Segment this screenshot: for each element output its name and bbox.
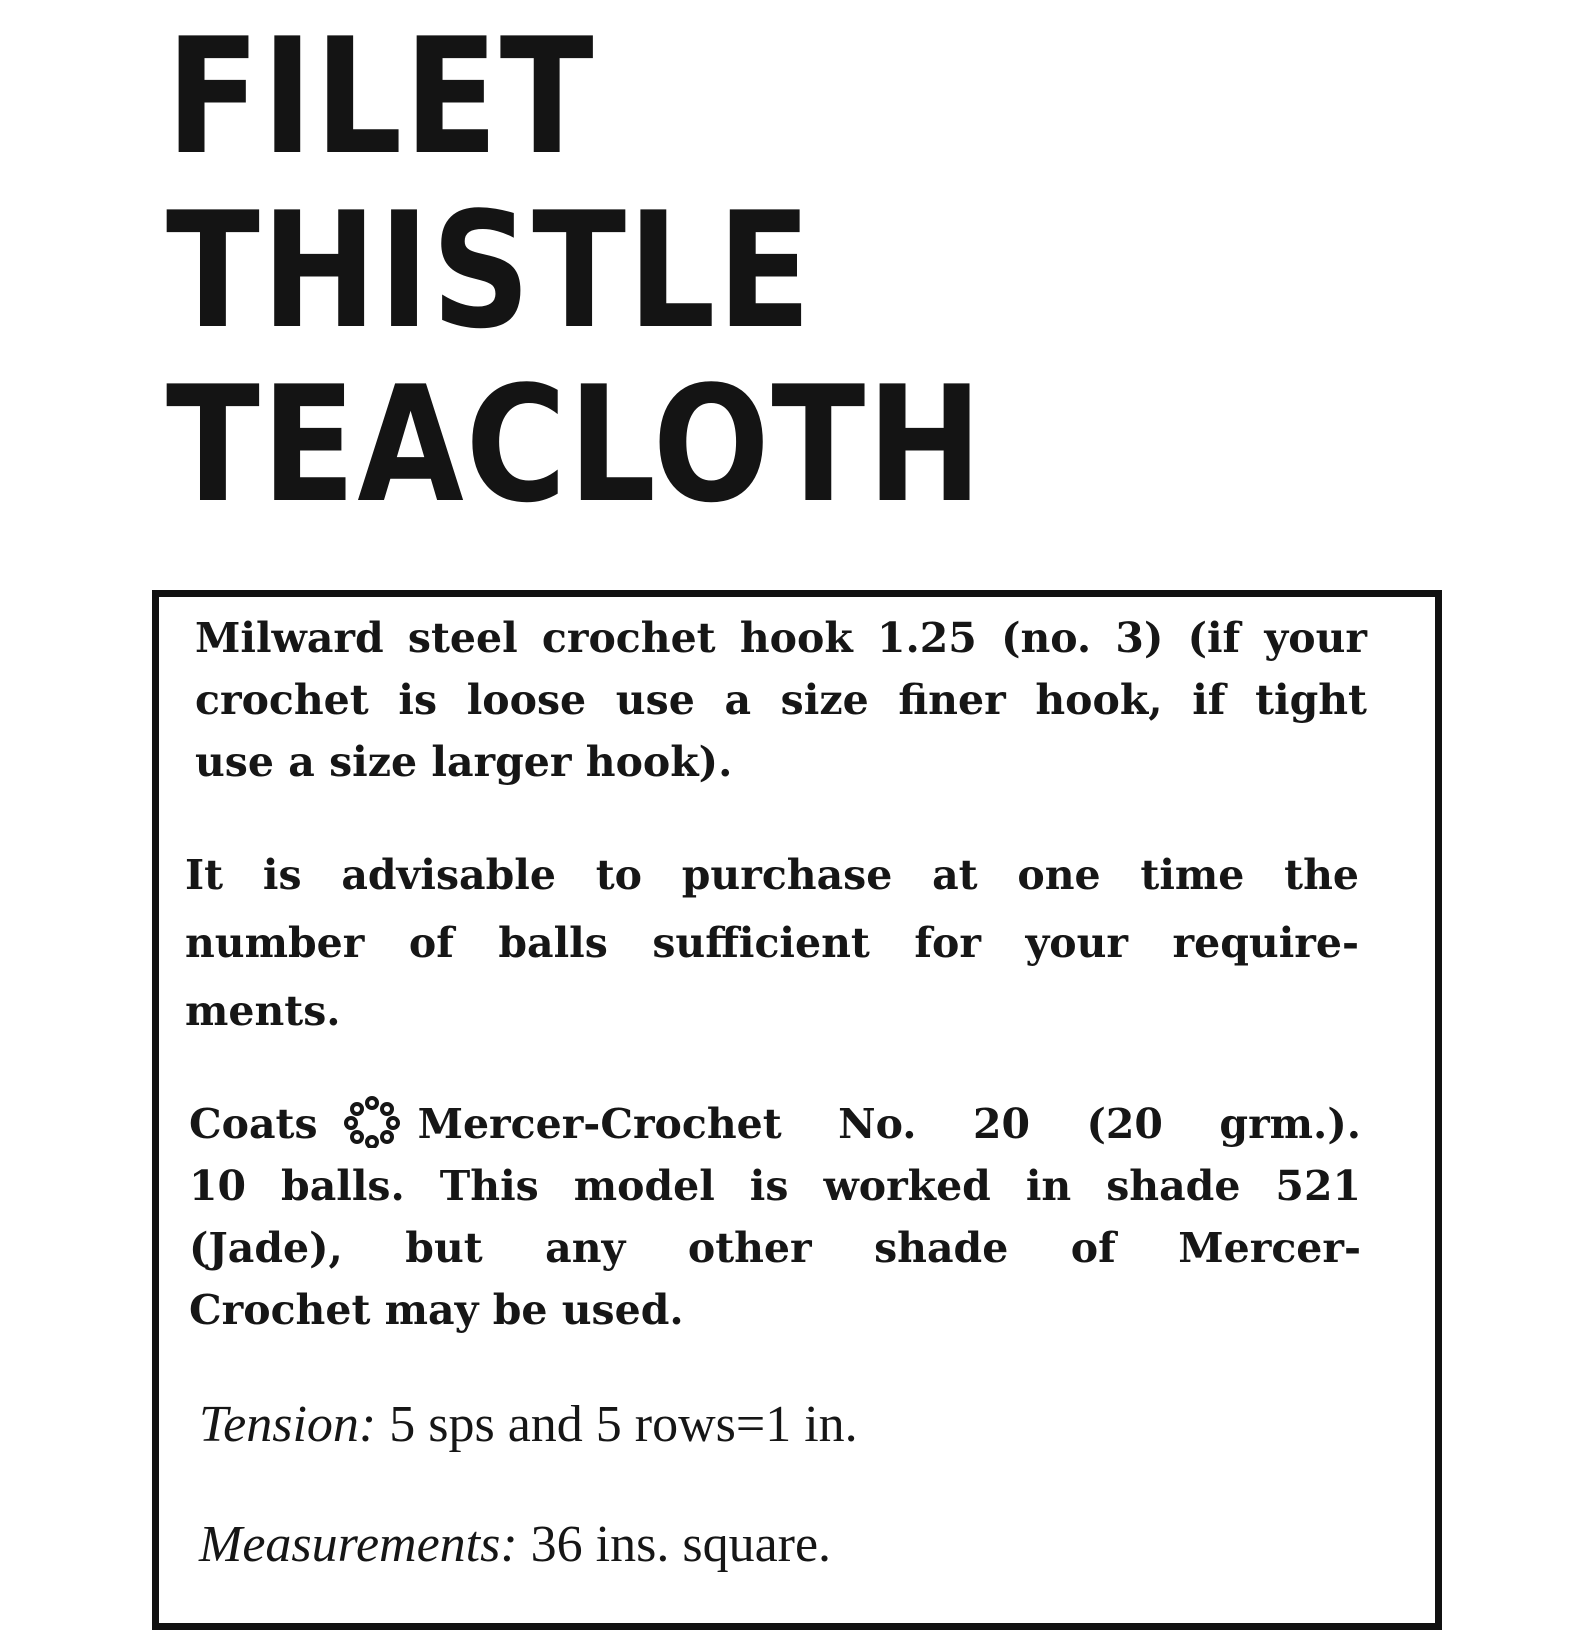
materials-paragraph bbox=[189, 1093, 1361, 1341]
advice-line-3: ments. bbox=[185, 987, 341, 1035]
advice-paragraph bbox=[185, 841, 1359, 1045]
hook-line-2: crochet is loose use a size finer hook, if tight bbox=[195, 676, 1367, 724]
tension-label: Tension: bbox=[199, 1396, 377, 1453]
materials-brand: Coats bbox=[189, 1100, 318, 1148]
materials-line-3: (Jade), but any other shade of Mercer- bbox=[189, 1224, 1361, 1272]
materials-box bbox=[152, 590, 1442, 1630]
title-line-2: THISTLE bbox=[166, 177, 813, 364]
tension-line bbox=[199, 1395, 858, 1454]
hook-line-1: Milward steel crochet hook 1.25 (no. 3) (if your bbox=[195, 614, 1367, 662]
coats-chain-logo-icon bbox=[344, 1096, 400, 1148]
measurements-line bbox=[199, 1515, 831, 1574]
materials-line-2: 10 balls. This model is worked in shade 521 bbox=[189, 1162, 1361, 1210]
measurements-value: 36 ins. square. bbox=[530, 1516, 832, 1573]
materials-line-1 bbox=[189, 1093, 1361, 1155]
measurements-label: Measurements: bbox=[199, 1516, 518, 1573]
title-line-1: FILET bbox=[166, 3, 596, 190]
advice-line-1: It is advisable to purchase at one time the bbox=[185, 851, 1359, 899]
advice-line-2: number of balls sufficient for your require- bbox=[185, 919, 1359, 967]
materials-product: Mercer-Crochet No. 20 (20 grm.). bbox=[417, 1100, 1361, 1148]
hook-paragraph bbox=[195, 607, 1367, 793]
hook-line-3: use a size larger hook). bbox=[195, 738, 733, 786]
materials-line-4: Crochet may be used. bbox=[189, 1286, 684, 1334]
page-title bbox=[166, 3, 984, 538]
tension-value: 5 sps and 5 rows=1 in. bbox=[389, 1396, 858, 1453]
title-line-3: TEACLOTH bbox=[166, 351, 984, 538]
